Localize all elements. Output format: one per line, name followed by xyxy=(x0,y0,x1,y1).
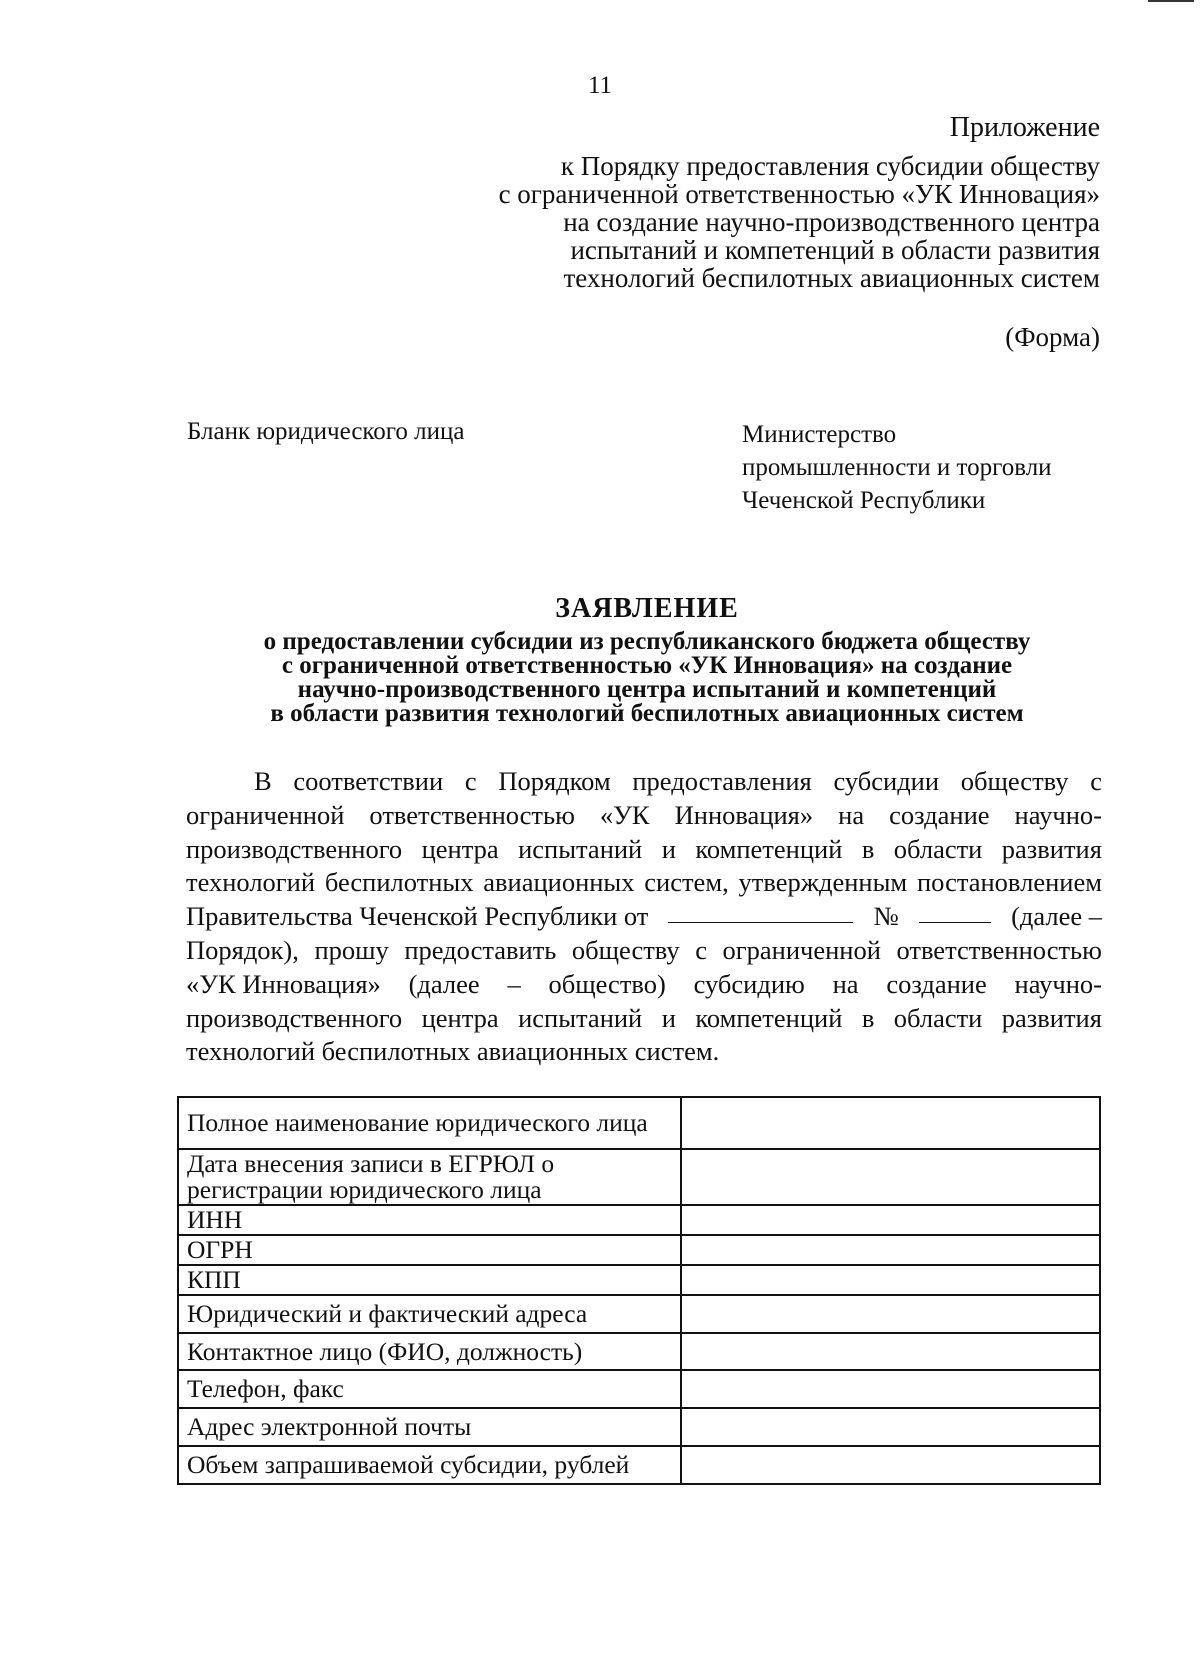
subtitle-line: научно-производственного центра испытаний и компетенций xyxy=(297,676,997,703)
table-row xyxy=(178,1235,1100,1265)
subtitle-line: о предоставлении субсидии из республиканского бюджета обществу xyxy=(263,628,1031,655)
body-word: с xyxy=(464,766,477,796)
body-word: развития xyxy=(1001,833,1102,864)
body-word: соответствии xyxy=(293,766,444,796)
table-row xyxy=(178,1408,1100,1446)
table-label-cell: ИНН xyxy=(178,1205,681,1235)
table-value-cell[interactable] xyxy=(681,1370,1100,1408)
appendix-line: к Порядку предоставления субсидии обществу xyxy=(560,151,1100,181)
applicant-info-table xyxy=(177,1096,1101,1485)
body-line xyxy=(186,968,1102,1002)
body-word: ограниченной xyxy=(722,934,881,965)
body-word: научно- xyxy=(1014,799,1102,830)
body-word: авиационных xyxy=(483,867,635,898)
subtitle-line: в области развития технологий беспилотных авиационных систем xyxy=(270,700,1024,727)
table-value-cell[interactable] xyxy=(681,1408,1100,1446)
body-text-segment: Правительства Чеченской Республики от xyxy=(186,901,649,932)
table-label-cell: Контактное лицо (ФИО, должность) xyxy=(178,1333,681,1370)
body-word: и xyxy=(661,833,676,864)
body-word: в xyxy=(861,1002,875,1033)
body-word: утвержденным xyxy=(738,867,908,898)
body-word: на xyxy=(832,968,859,999)
table-value-cell[interactable] xyxy=(681,1295,1100,1333)
body-word: с xyxy=(695,934,707,965)
body-word: общество) xyxy=(548,968,666,999)
body-line xyxy=(186,866,1102,900)
body-word: предоставления xyxy=(632,766,812,796)
body-word: центра xyxy=(421,833,499,864)
body-word: с xyxy=(1090,766,1102,796)
table-value-cell[interactable] xyxy=(681,1446,1100,1484)
body-word: «УК xyxy=(599,799,650,830)
table-label-cell: Дата внесения записи в ЕГРЮЛ о регистрации юридического лица xyxy=(178,1149,681,1205)
body-word: Порядок), xyxy=(186,934,299,965)
body-word: субсидии xyxy=(833,766,940,796)
body-word: Инновация» xyxy=(674,799,814,830)
body-word: развития xyxy=(1001,1002,1102,1033)
body-word: обществу xyxy=(960,766,1069,796)
body-word: научно- xyxy=(1014,968,1102,999)
body-word: центра xyxy=(421,1002,499,1033)
body-line xyxy=(186,765,1102,799)
page-number: 11 xyxy=(587,72,613,99)
table-row xyxy=(178,1333,1100,1370)
body-paragraph xyxy=(186,765,1102,1069)
scan-artifact-line xyxy=(1148,0,1194,2)
body-word: в xyxy=(861,833,875,864)
body-word: создание xyxy=(889,799,990,830)
table-label-cell: Адрес электронной почты xyxy=(178,1408,681,1446)
table-row xyxy=(178,1446,1100,1484)
body-word: и xyxy=(661,1002,676,1033)
body-word: производственного xyxy=(186,833,403,864)
body-word: предоставить xyxy=(404,934,557,965)
body-line xyxy=(186,934,1102,968)
body-word: создание xyxy=(886,968,987,999)
table-label-cell: КПП xyxy=(178,1265,681,1295)
document-subtitle xyxy=(0,630,1200,726)
body-word: ограниченной xyxy=(186,799,345,830)
table-value-cell[interactable] xyxy=(681,1235,1100,1265)
body-word: постановлением xyxy=(916,867,1102,898)
body-line xyxy=(186,799,1102,833)
body-word: на xyxy=(838,799,865,830)
body-word: области xyxy=(893,833,983,864)
appendix-title: Приложение xyxy=(949,112,1100,143)
body-word: компетенций xyxy=(695,833,843,864)
body-word: беспилотных xyxy=(324,867,474,898)
recipient-line: промышленности и торговли xyxy=(742,454,1052,481)
table-label-cell: Юридический и фактический адреса xyxy=(178,1295,681,1333)
table-label-cell: Телефон, факс xyxy=(178,1370,681,1408)
table-value-cell[interactable] xyxy=(681,1149,1100,1205)
subtitle-line: с ограниченной ответственностью «УК Инновация» на создание xyxy=(281,652,1013,679)
appendix-line: испытаний и компетенций в области развития xyxy=(570,235,1100,265)
appendix-line: с ограниченной ответственностью «УК Инновация» xyxy=(498,179,1100,209)
body-text-segment: (далее – xyxy=(1011,901,1102,932)
body-word: испытаний xyxy=(518,833,643,864)
body-line xyxy=(186,833,1102,867)
table-value-cell[interactable] xyxy=(681,1265,1100,1295)
body-word: испытаний xyxy=(518,1002,643,1033)
recipient-block xyxy=(742,418,1052,517)
table-row xyxy=(178,1205,1100,1235)
body-word: производственного xyxy=(186,1002,403,1033)
body-word: (далее xyxy=(408,968,480,999)
table-label-cell: Полное наименование юридического лица xyxy=(178,1097,681,1149)
table-row xyxy=(178,1149,1100,1205)
table-value-cell[interactable] xyxy=(681,1097,1100,1149)
form-label: (Форма) xyxy=(1005,322,1100,352)
appendix-reference xyxy=(499,152,1100,292)
body-word: прошу xyxy=(314,934,389,965)
body-word: ответственностью xyxy=(369,799,575,830)
body-word: В xyxy=(254,766,272,796)
number-sign: № xyxy=(873,901,899,932)
body-word: систем, xyxy=(644,867,729,898)
recipient-line: Министерство xyxy=(742,421,897,448)
letterhead-placeholder: Бланк юридического лица xyxy=(187,418,465,445)
table-row xyxy=(178,1295,1100,1333)
table-label-cell: Объем запрашиваемой субсидии, рублей xyxy=(178,1446,681,1484)
recipient-line: Чеченской Республики xyxy=(742,487,986,514)
appendix-line: на создание научно-производственного центра xyxy=(563,207,1100,237)
appendix-line: технологий беспилотных авиационных систем xyxy=(563,263,1100,293)
table-row xyxy=(178,1097,1100,1149)
table-row xyxy=(178,1370,1100,1408)
body-word: обществу xyxy=(571,934,680,965)
body-word: области xyxy=(893,1002,983,1033)
table-value-cell[interactable] xyxy=(681,1333,1100,1370)
body-word: Порядком xyxy=(498,766,611,796)
table-row xyxy=(178,1265,1100,1295)
body-word: технологий xyxy=(186,867,316,898)
body-word: ответственностью xyxy=(896,934,1102,965)
table-label-cell: ОГРН xyxy=(178,1235,681,1265)
body-line xyxy=(186,1035,1102,1069)
body-word: «УК Инновация» xyxy=(186,968,381,999)
body-word: компетенций xyxy=(695,1002,843,1033)
number-blank-field[interactable] xyxy=(919,900,991,923)
body-line xyxy=(186,1002,1102,1036)
body-word: субсидию xyxy=(693,968,805,999)
body-line xyxy=(186,900,1102,934)
body-text-segment: технологий беспилотных авиационных систем. xyxy=(186,1036,720,1067)
date-blank-field[interactable] xyxy=(668,900,853,923)
document-title: ЗАЯВЛЕНИЕ xyxy=(555,593,739,624)
table-value-cell[interactable] xyxy=(681,1205,1100,1235)
body-word: – xyxy=(507,968,521,999)
